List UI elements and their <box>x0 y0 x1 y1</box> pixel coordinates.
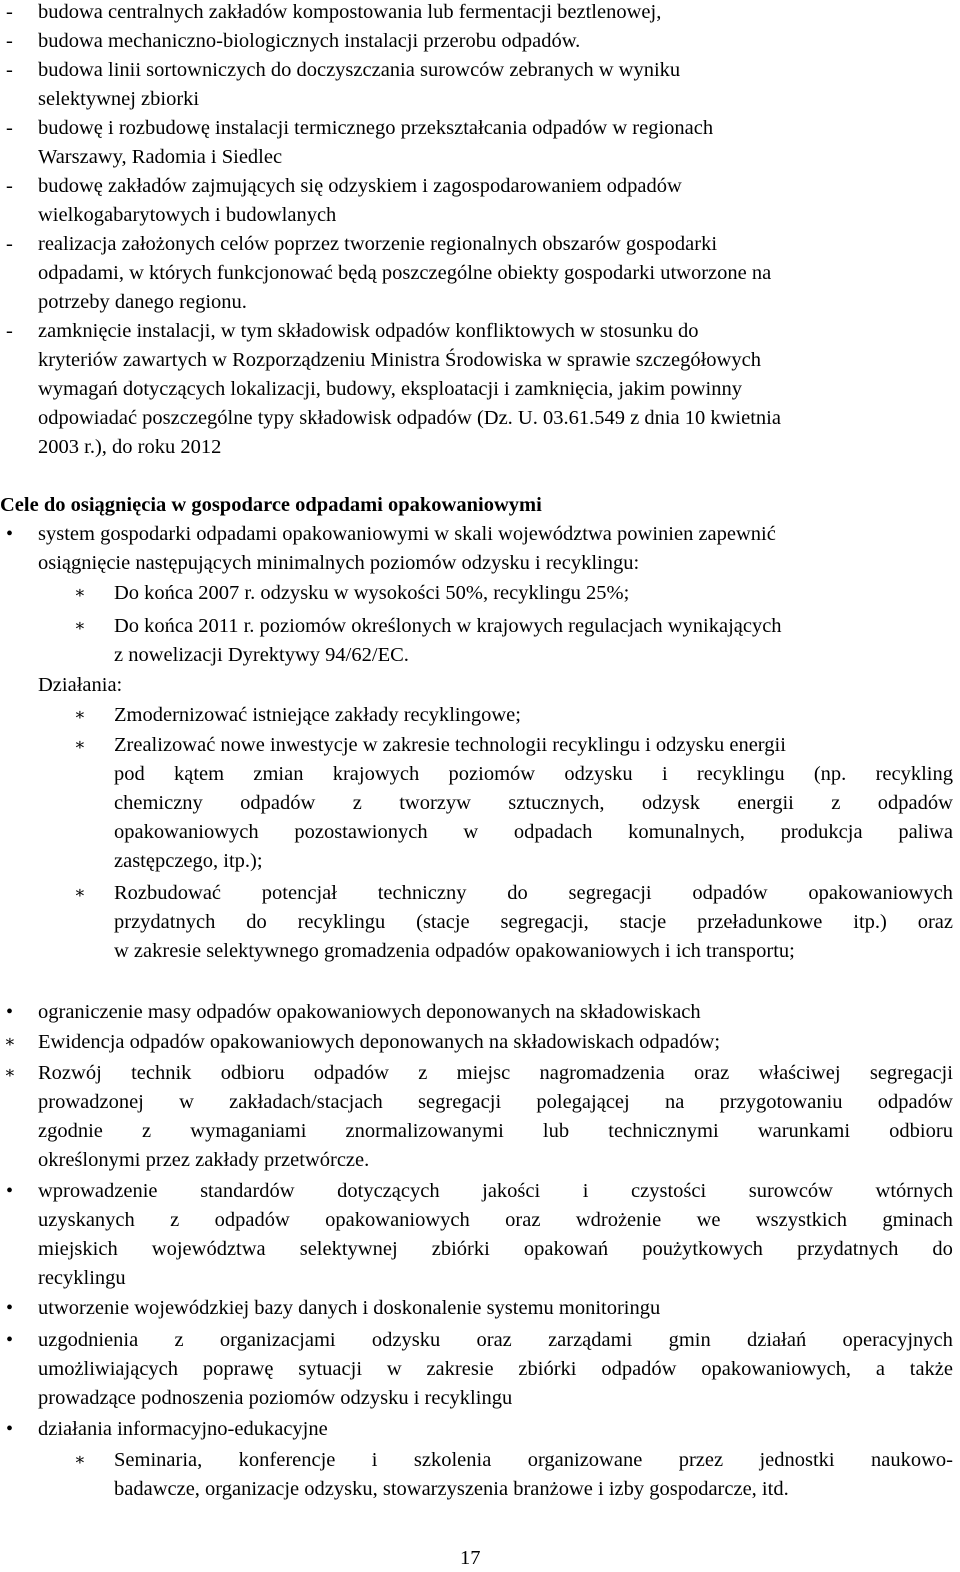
word: poziomów <box>448 763 536 785</box>
word: zakładach/stacjach <box>229 1091 383 1113</box>
text-line <box>38 1357 953 1381</box>
word: recyklingu <box>696 763 785 785</box>
word: odpadów <box>240 792 316 814</box>
word: do <box>932 1238 953 1260</box>
text-line: Zmodernizować istniejące zakłady recyklingowe; <box>114 704 521 726</box>
text-line: odpowiadać poszczególne typy składowisk odpadów (Dz. U. 03.61.549 z dnia 10 kwietnia <box>38 407 781 429</box>
word: opakowaniowych <box>808 882 953 904</box>
word: komunalnych, <box>628 821 745 843</box>
word: właściwej <box>758 1062 841 1084</box>
word: z <box>170 1209 180 1231</box>
word: odzysku <box>371 1329 441 1351</box>
word: pod <box>114 763 145 785</box>
word: zakresie <box>426 1358 494 1380</box>
word: opakowań <box>523 1238 609 1260</box>
word: stacje <box>619 911 667 933</box>
word: organizacjami <box>219 1329 336 1351</box>
word: a <box>875 1358 885 1380</box>
word: poprawę <box>202 1358 274 1380</box>
dash-marker: - <box>6 175 13 197</box>
word: z <box>418 1062 428 1084</box>
word: wszystkich <box>755 1209 847 1231</box>
word: opakowaniowych <box>325 1209 470 1231</box>
word: odzysku <box>564 763 633 785</box>
word: poużytkowych <box>642 1238 763 1260</box>
word: technik <box>131 1062 192 1084</box>
word: naukowo- <box>871 1449 953 1471</box>
text-line <box>114 1448 953 1472</box>
asterisk-marker: ∗ <box>74 583 86 602</box>
word: zbiórki <box>518 1358 577 1380</box>
word: wdrożenie <box>575 1209 662 1231</box>
text-line <box>38 1328 953 1352</box>
word: odpadów <box>313 1062 389 1084</box>
text-line: wielkogabarytowych i budowlanych <box>38 204 337 226</box>
word: odzysk <box>641 792 700 814</box>
word: recyklingu <box>297 911 386 933</box>
text-line: badawcze, organizacje odzysku, stowarzyszenia branżowe i izby gospodarcze, itd. <box>114 1478 789 1500</box>
word: technicznymi <box>608 1120 719 1142</box>
word: itp.) <box>853 911 887 933</box>
word: dotyczących <box>337 1180 440 1202</box>
word: wtórnych <box>875 1180 953 1202</box>
word: standardów <box>200 1180 295 1202</box>
word: we <box>696 1209 721 1231</box>
word: przydatnych <box>797 1238 899 1260</box>
word: województwa <box>151 1238 266 1260</box>
word: Rozbudować <box>114 882 222 904</box>
word: w <box>463 821 479 843</box>
word: opakowaniowych, <box>701 1358 852 1380</box>
word: z <box>142 1120 152 1142</box>
word: surowców <box>748 1180 833 1202</box>
text-line: osiągnięcie następujących minimalnych poziomów odzysku i recyklingu: <box>38 552 640 574</box>
section-heading: Cele do osiągnięcia w gospodarce odpadami opakowaniowymi <box>0 494 542 516</box>
bullet-marker: • <box>6 1418 14 1440</box>
word: jednostki <box>759 1449 835 1471</box>
text-line: utworzenie wojewódzkiej bazy danych i doskonalenie systemu monitoringu <box>38 1297 661 1319</box>
bullet-marker: • <box>6 1001 14 1023</box>
text-line: recyklingu <box>38 1267 126 1289</box>
text-line: kryteriów zawartych w Rozporządzeniu Ministra Środowiska w sprawie szczegółowych <box>38 349 761 371</box>
bullet-marker: • <box>6 1297 14 1319</box>
word: organizowane <box>527 1449 643 1471</box>
word: w <box>386 1358 402 1380</box>
text-line: budowa linii sortowniczych do doczyszczania surowców zebranych w wyniku <box>38 59 681 81</box>
word: odpadów <box>692 882 768 904</box>
word: z <box>352 792 362 814</box>
dash-marker: - <box>6 233 13 255</box>
word: uzyskanych <box>38 1209 135 1231</box>
word: i <box>661 763 668 785</box>
bullet-marker: • <box>6 1329 14 1351</box>
actions-label: Działania: <box>38 674 123 696</box>
word: zbiórki <box>431 1238 490 1260</box>
word: warunkami <box>757 1120 851 1142</box>
text-line: odpadami, w których funkcjonować będą poszczególne obiekty gospodarki utworzone na <box>38 262 772 284</box>
word: odpadów <box>877 1091 953 1113</box>
word: segregacji, <box>500 911 589 933</box>
word: Rozwój <box>38 1062 102 1084</box>
text-line: system gospodarki odpadami opakowaniowymi w skali województwa powinien zapewnić <box>38 523 776 545</box>
text-line: budowa centralnych zakładów kompostowania lub fermentacji beztlenowej, <box>38 1 662 23</box>
word: oraz <box>505 1209 541 1231</box>
word: odbioru <box>220 1062 285 1084</box>
text-line: selektywnej zbiorki <box>38 88 200 110</box>
word: odpadów <box>601 1358 677 1380</box>
dash-marker: - <box>6 117 13 139</box>
word: gminach <box>882 1209 953 1231</box>
word: przez <box>678 1449 724 1471</box>
word: miejskich <box>38 1238 118 1260</box>
word: w <box>179 1091 194 1113</box>
word: i <box>582 1180 589 1202</box>
text-line: wymagań dotyczących lokalizacji, budowy, eksploatacji i zamknięcia, jakim powinny <box>38 378 742 400</box>
asterisk-marker: ∗ <box>4 1032 16 1051</box>
word: z <box>831 792 841 814</box>
word: sytuacji <box>298 1358 363 1380</box>
page-number: 17 <box>460 1547 481 1569</box>
text-line <box>114 791 953 815</box>
word: techniczny <box>377 882 467 904</box>
word: polegającej <box>536 1091 630 1113</box>
word: zmian <box>253 763 304 785</box>
word: segregacji <box>568 882 652 904</box>
dash-marker: - <box>6 1 13 23</box>
word: na <box>664 1091 685 1113</box>
text-line: realizacja założonych celów poprzez tworzenie regionalnych obszarów gospodarki <box>38 233 718 255</box>
asterisk-marker: ∗ <box>74 616 86 635</box>
word: oraz <box>693 1062 730 1084</box>
word: wprowadzenie <box>38 1180 158 1202</box>
text-line: 2003 r.), do roku 2012 <box>38 436 222 458</box>
word: (np. <box>813 763 847 785</box>
asterisk-marker: ∗ <box>74 883 86 902</box>
word: prowadzonej <box>38 1091 144 1113</box>
word: paliwa <box>898 821 953 843</box>
word: szkolenia <box>413 1449 492 1471</box>
text-line: budowa mechaniczno-biologicznych instalacji przerobu odpadów. <box>38 30 581 52</box>
text-line: budowę i rozbudowę instalacji termicznego przekształcania odpadów w regionach <box>38 117 714 139</box>
dash-marker: - <box>6 320 13 342</box>
text-line <box>38 1090 953 1114</box>
word: sztucznych, <box>508 792 605 814</box>
word: Seminaria, <box>114 1449 203 1471</box>
word: operacyjnych <box>842 1329 953 1351</box>
text-line: określonymi przez zakłady przetwórcze. <box>38 1149 370 1171</box>
text-line <box>114 881 953 905</box>
word: miejsc <box>456 1062 511 1084</box>
text-line <box>114 762 953 786</box>
word: produkcja <box>780 821 863 843</box>
word: czystości <box>631 1180 707 1202</box>
word: umożliwiających <box>38 1358 179 1380</box>
bullet-marker: • <box>6 1180 14 1202</box>
text-line: zamknięcie instalacji, w tym składowisk odpadów konfliktowych w stosunku do <box>38 320 699 342</box>
word: odpadów <box>214 1209 290 1231</box>
word: potencjał <box>261 882 337 904</box>
text-line: ograniczenie masy odpadów opakowaniowych deponowanych na składowiskach <box>38 1001 701 1023</box>
text-line <box>114 910 953 934</box>
asterisk-marker: ∗ <box>74 735 86 754</box>
word: nagromadzenia <box>539 1062 665 1084</box>
text-line <box>38 1061 953 1085</box>
text-line: działania informacyjno-edukacyjne <box>38 1418 328 1440</box>
word: wymaganiami <box>190 1120 307 1142</box>
text-line <box>38 1237 953 1261</box>
asterisk-marker: ∗ <box>74 1450 86 1469</box>
text-line: z nowelizacji Dyrektywy 94/62/EC. <box>114 644 409 666</box>
text-line: Do końca 2007 r. odzysku w wysokości 50%, recyklingu 25%; <box>114 582 630 604</box>
word: tworzyw <box>399 792 471 814</box>
text-line <box>114 820 953 844</box>
text-line: prowadzące podnoszenia poziomów odzysku i recyklingu <box>38 1387 513 1409</box>
text-line: budowę zakładów zajmujących się odzyskiem i zagospodarowaniem odpadów <box>38 175 682 197</box>
word: zgodnie <box>38 1120 103 1142</box>
word: lub <box>542 1120 570 1142</box>
word: działań <box>747 1329 807 1351</box>
word: jakości <box>482 1180 541 1202</box>
word: krajowych <box>332 763 420 785</box>
text-line: Zrealizować nowe inwestycje w zakresie technologii recyklingu i odzysku energii <box>114 734 786 756</box>
word: chemiczny <box>114 792 203 814</box>
word: opakowaniowych <box>114 821 259 843</box>
word: segregacji <box>418 1091 502 1113</box>
text-line <box>38 1179 953 1203</box>
word: z <box>174 1329 184 1351</box>
word: kątem <box>174 763 225 785</box>
word: odpadach <box>513 821 593 843</box>
word: do <box>507 882 528 904</box>
word: zarządami <box>548 1329 633 1351</box>
asterisk-marker: ∗ <box>74 705 86 724</box>
word: także <box>909 1358 953 1380</box>
asterisk-marker: ∗ <box>4 1063 16 1082</box>
text-line: w zakresie selektywnego gromadzenia odpadów opakowaniowych i ich transportu; <box>114 940 795 962</box>
word: przydatnych <box>114 911 216 933</box>
word: przygotowaniu <box>719 1091 843 1113</box>
word: recykling <box>875 763 953 785</box>
text-line: Warszawy, Radomia i Siedlec <box>38 146 283 168</box>
bullet-marker: • <box>6 523 14 545</box>
word: pozostawionych <box>294 821 428 843</box>
word: uzgodnienia <box>38 1329 139 1351</box>
word: oraz <box>917 911 953 933</box>
word: znormalizowanymi <box>345 1120 504 1142</box>
word: segregacji <box>869 1062 953 1084</box>
dash-marker: - <box>6 59 13 81</box>
word: gmin <box>668 1329 711 1351</box>
text-line: Do końca 2011 r. poziomów określonych w krajowych regulacjach wynikających <box>114 615 782 637</box>
text-line: zastępczego, itp.); <box>114 850 263 872</box>
word: energii <box>737 792 794 814</box>
text-line <box>38 1119 953 1143</box>
word: konferencje <box>238 1449 336 1471</box>
word: selektywnej <box>299 1238 398 1260</box>
text-line: Ewidencja odpadów opakowaniowych deponowanych na składowiskach odpadów; <box>38 1031 721 1053</box>
word: i <box>371 1449 378 1471</box>
dash-marker: - <box>6 30 13 52</box>
text-line: potrzeby danego regionu. <box>38 291 247 313</box>
text-line <box>38 1208 953 1232</box>
word: oraz <box>476 1329 512 1351</box>
word: odbioru <box>889 1120 953 1142</box>
word: (stacje <box>416 911 470 933</box>
word: do <box>246 911 267 933</box>
word: przeładunkowe <box>697 911 823 933</box>
word: odpadów <box>877 792 953 814</box>
